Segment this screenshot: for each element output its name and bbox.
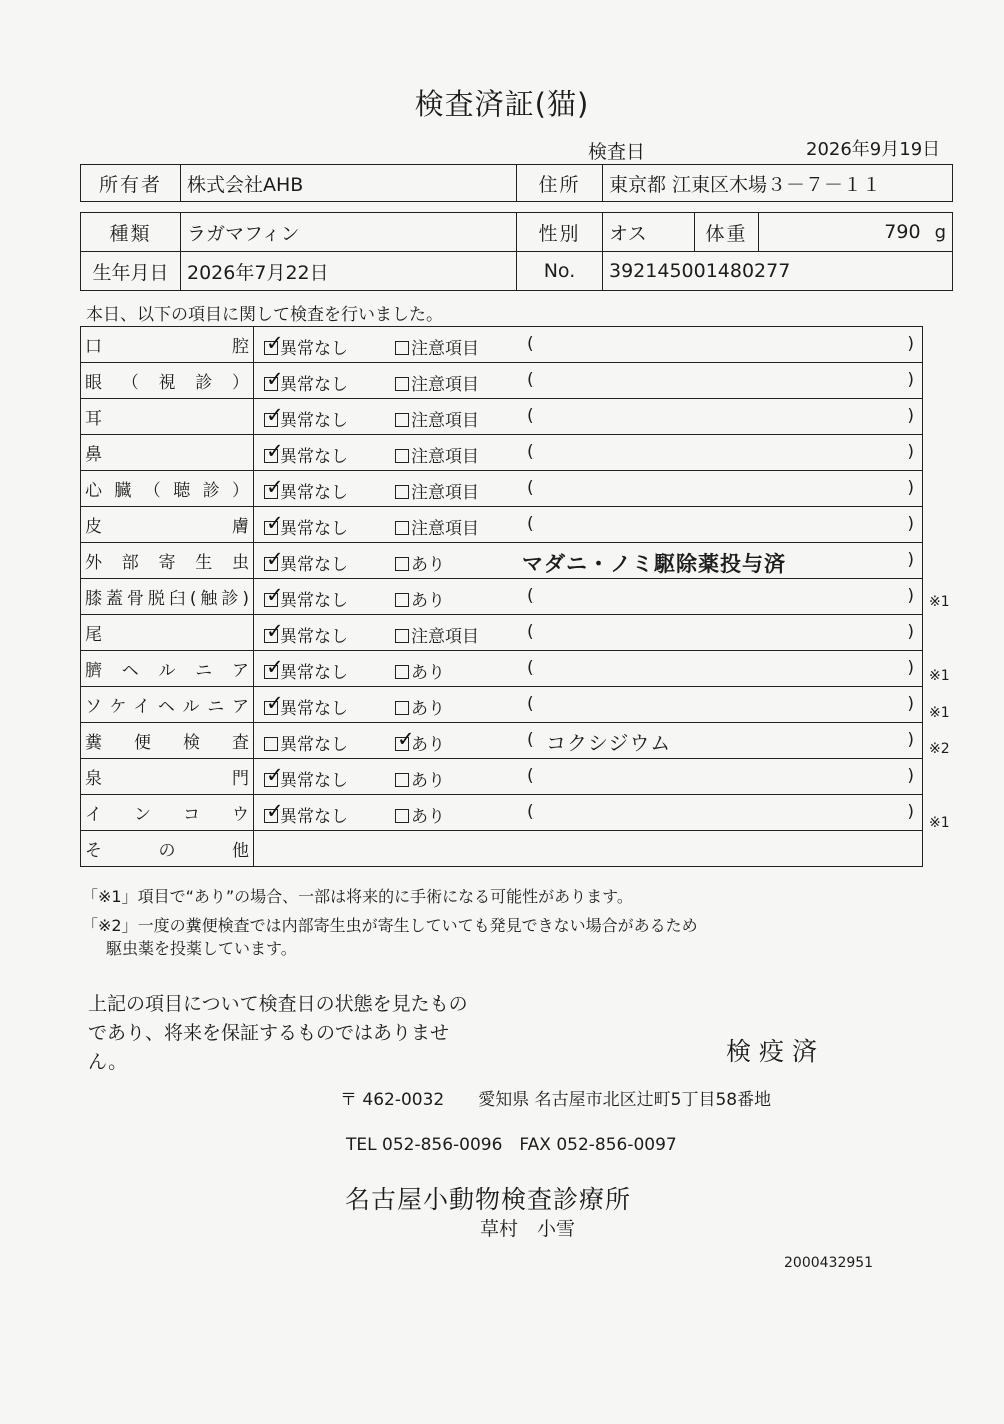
inspection-row xyxy=(81,615,923,651)
clinic-name: 名古屋小動物検査診療所 xyxy=(345,1185,632,1214)
weight-cell xyxy=(759,213,953,252)
option-label: 注意項目 xyxy=(411,627,479,647)
no-label: No. xyxy=(517,252,603,291)
option-label: 異常なし xyxy=(280,663,348,683)
option-label: 異常なし xyxy=(280,807,348,827)
checkbox[interactable] xyxy=(395,557,409,571)
check-mark-icon: ✓ xyxy=(266,475,284,499)
pet-table xyxy=(80,212,953,291)
paren-open: ( xyxy=(527,406,534,426)
inspection-result-cell xyxy=(254,543,923,579)
paren-close: ) xyxy=(907,406,914,426)
inspection-date-label: 検査日 xyxy=(588,141,646,163)
inspection-result-cell xyxy=(254,651,923,687)
breed-label: 種類 xyxy=(81,213,181,252)
checkbox[interactable] xyxy=(264,547,284,571)
paren-open: ( xyxy=(527,730,534,750)
option-label: 異常なし xyxy=(280,627,348,647)
option-normal xyxy=(264,763,348,791)
footnote-2-line-1: 「※2」一度の糞便検査では内部寄生虫が寄生していても発見できない場合があるため xyxy=(82,916,698,935)
checkbox[interactable] xyxy=(395,521,409,535)
inspection-item-label: 泉門 xyxy=(81,759,254,795)
paren-open: ( xyxy=(527,658,534,678)
sex-value: オス xyxy=(603,213,695,252)
paren-open: ( xyxy=(527,694,534,714)
checkbox[interactable] xyxy=(264,737,278,751)
inspection-item-label: 膝蓋骨脱臼(触診) xyxy=(81,579,254,615)
handwritten-note: コクシジウム xyxy=(546,731,672,755)
inspection-row xyxy=(81,543,923,579)
paren-open: ( xyxy=(527,442,534,462)
paren-close: ) xyxy=(907,550,914,570)
inspection-table xyxy=(80,326,923,867)
check-mark-icon: ✓ xyxy=(266,619,284,643)
quarantine-stamp: 検疫済 xyxy=(726,1037,826,1066)
paren-close: ) xyxy=(907,622,914,642)
option-label: 異常なし xyxy=(280,411,348,431)
breed-value: ラガマフィン xyxy=(181,213,517,252)
option-normal xyxy=(264,799,348,827)
option-label: 異常なし xyxy=(280,591,348,611)
option-normal xyxy=(264,583,348,611)
printed-note: マダニ・ノミ駆除薬投与済 xyxy=(522,552,786,576)
footnote-mark: ※1 xyxy=(929,815,950,832)
paren-close: ) xyxy=(907,370,914,390)
option-label: 異常なし xyxy=(280,555,348,575)
paren-open: ( xyxy=(527,766,534,786)
inspection-item-label: 臍ヘルニア xyxy=(81,651,254,687)
no-value: 392145001480277 xyxy=(603,252,953,291)
check-mark-icon: ✓ xyxy=(266,439,284,463)
footnote-mark: ※1 xyxy=(929,593,950,610)
checkbox[interactable] xyxy=(264,331,284,355)
inspection-item-label: 口腔 xyxy=(81,327,254,363)
check-mark-icon: ✓ xyxy=(266,511,284,535)
option-normal xyxy=(264,619,348,647)
intro-text: 本日、以下の項目に関して検査を行いました。 xyxy=(86,305,443,325)
weight-value: 790 xyxy=(884,221,921,243)
inspection-row xyxy=(81,759,923,795)
paren-close: ) xyxy=(907,802,914,822)
veterinarian-name: 草村 小雪 xyxy=(480,1218,576,1240)
option-abnormal xyxy=(395,478,479,503)
inspection-item-label: 皮膚 xyxy=(81,507,254,543)
inspection-result-cell xyxy=(254,831,923,867)
check-mark-icon: ✓ xyxy=(266,799,284,823)
paren-close: ) xyxy=(907,730,914,750)
footnote-2-line-2: 駆虫薬を投薬しています。 xyxy=(106,939,297,958)
inspection-row xyxy=(81,579,923,615)
checkbox[interactable] xyxy=(395,593,409,607)
paren-close: ) xyxy=(907,658,914,678)
inspection-row xyxy=(81,327,923,363)
footnote-mark: ※1 xyxy=(929,704,950,721)
option-label: 異常なし xyxy=(280,735,348,755)
check-mark-icon: ✓ xyxy=(266,547,284,571)
inspection-result-cell xyxy=(254,759,923,795)
inspection-row xyxy=(81,651,923,687)
footnote-mark: ※1 xyxy=(929,667,950,684)
option-label: あり xyxy=(411,555,445,575)
option-label: 注意項目 xyxy=(411,447,479,467)
option-normal xyxy=(264,439,348,467)
clinic-address xyxy=(340,1085,771,1110)
check-mark-icon: ✓ xyxy=(266,583,284,607)
option-label: 異常なし xyxy=(280,519,348,539)
option-abnormal xyxy=(395,586,445,611)
checkbox[interactable] xyxy=(395,809,409,823)
inspection-result-cell xyxy=(254,507,923,543)
option-normal xyxy=(264,331,348,359)
weight-label: 体重 xyxy=(695,213,759,252)
inspection-result-cell xyxy=(254,723,923,759)
inspection-item-label: 心臓（聴診） xyxy=(81,471,254,507)
option-abnormal xyxy=(395,442,479,467)
birth-value: 2026年7月22日 xyxy=(181,252,517,291)
inspection-row xyxy=(81,723,923,759)
footnote-1: 「※1」項目で“あり”の場合、一部は将来的に手術になる可能性があります。 xyxy=(82,887,633,906)
checkbox[interactable] xyxy=(264,619,284,643)
paren-close: ) xyxy=(907,478,914,498)
option-normal xyxy=(264,475,348,503)
checkbox[interactable] xyxy=(264,511,284,535)
postal-code: 〒 462-0032 xyxy=(340,1090,445,1110)
paren-close: ) xyxy=(907,694,914,714)
inspection-result-cell xyxy=(254,435,923,471)
checkbox[interactable] xyxy=(264,655,284,679)
paren-open: ( xyxy=(527,478,534,498)
option-label: あり xyxy=(411,591,445,611)
inspection-row xyxy=(81,795,923,831)
option-abnormal xyxy=(395,802,445,827)
option-label: 異常なし xyxy=(280,483,348,503)
birth-label: 生年月日 xyxy=(81,252,181,291)
checkbox[interactable] xyxy=(264,439,284,463)
check-mark-icon: ✓ xyxy=(397,727,415,751)
check-mark-icon: ✓ xyxy=(266,763,284,787)
document-title: 検査済証(猫) xyxy=(414,87,590,121)
inspection-result-cell xyxy=(254,471,923,507)
checkbox[interactable] xyxy=(395,377,409,391)
disclaimer: 上記の項目について検査日の状態を見たものであり、将来を保証するものではありません。 xyxy=(88,993,468,1073)
inspection-row xyxy=(81,435,923,471)
owner-label: 所有者 xyxy=(81,165,181,202)
owner-address: 東京都 江東区木場３－７－１１ xyxy=(603,165,953,202)
option-label: 注意項目 xyxy=(411,483,479,503)
option-label: 異常なし xyxy=(280,339,348,359)
option-abnormal xyxy=(395,334,479,359)
checkbox[interactable] xyxy=(395,413,409,427)
clinic-phone: TEL 052-856-0096 FAX 052-856-0097 xyxy=(346,1135,677,1155)
inspection-row xyxy=(81,831,923,867)
option-abnormal xyxy=(395,658,445,683)
serial-number: 2000432951 xyxy=(784,1255,874,1271)
checkbox[interactable] xyxy=(264,583,284,607)
inspection-row xyxy=(81,471,923,507)
paren-close: ) xyxy=(907,334,914,354)
option-normal xyxy=(264,403,348,431)
option-normal xyxy=(264,730,348,755)
check-mark-icon: ✓ xyxy=(266,331,284,355)
check-mark-icon: ✓ xyxy=(266,403,284,427)
checkbox[interactable] xyxy=(395,629,409,643)
paren-close: ) xyxy=(907,514,914,534)
option-label: 異常なし xyxy=(280,375,348,395)
inspection-item-label: 尾 xyxy=(81,615,254,651)
inspection-row xyxy=(81,399,923,435)
option-label: 注意項目 xyxy=(411,519,479,539)
checkbox[interactable] xyxy=(264,403,284,427)
checkbox[interactable] xyxy=(395,701,409,715)
option-abnormal xyxy=(395,514,479,539)
check-mark-icon: ✓ xyxy=(266,655,284,679)
option-abnormal xyxy=(395,622,479,647)
owner-table xyxy=(80,164,953,202)
inspection-result-cell xyxy=(254,327,923,363)
address-text: 愛知県 名古屋市北区辻町5丁目58番地 xyxy=(478,1090,772,1110)
sex-label: 性別 xyxy=(517,213,603,252)
option-label: あり xyxy=(411,771,445,791)
inspection-result-cell xyxy=(254,363,923,399)
inspection-row xyxy=(81,687,923,723)
paren-open: ( xyxy=(527,802,534,822)
weight-unit: g xyxy=(934,222,946,243)
option-label: あり xyxy=(411,807,445,827)
option-normal xyxy=(264,547,348,575)
checkbox[interactable] xyxy=(395,449,409,463)
option-abnormal xyxy=(395,694,445,719)
option-label: 異常なし xyxy=(280,771,348,791)
inspection-result-cell xyxy=(254,399,923,435)
inspection-item-label: 外部寄生虫 xyxy=(81,543,254,579)
inspection-item-label: インコウ xyxy=(81,795,254,831)
option-normal xyxy=(264,367,348,395)
inspection-item-label: ソケイヘルニア xyxy=(81,687,254,723)
option-label: 注意項目 xyxy=(411,411,479,431)
checkbox[interactable] xyxy=(395,727,415,751)
inspection-item-label: 眼（視診） xyxy=(81,363,254,399)
inspection-result-cell xyxy=(254,795,923,831)
owner-value: 株式会社AHB xyxy=(181,165,517,202)
checkbox[interactable] xyxy=(395,773,409,787)
paren-close: ) xyxy=(907,766,914,786)
paren-open: ( xyxy=(527,334,534,354)
inspection-row xyxy=(81,507,923,543)
option-abnormal xyxy=(395,550,445,575)
inspection-item-label: 糞便検査 xyxy=(81,723,254,759)
checkbox[interactable] xyxy=(264,367,284,391)
option-label: 異常なし xyxy=(280,447,348,467)
inspection-result-cell xyxy=(254,687,923,723)
paren-open: ( xyxy=(527,586,534,606)
checkbox[interactable] xyxy=(395,341,409,355)
checkbox[interactable] xyxy=(264,763,284,787)
option-normal xyxy=(264,655,348,683)
option-abnormal xyxy=(395,406,479,431)
footnote-mark: ※2 xyxy=(929,741,950,758)
paren-close: ) xyxy=(907,586,914,606)
checkbox[interactable] xyxy=(264,799,284,823)
inspection-result-cell xyxy=(254,615,923,651)
option-label: 注意項目 xyxy=(411,339,479,359)
option-normal xyxy=(264,691,348,719)
inspection-item-label: 耳 xyxy=(81,399,254,435)
address-label: 住所 xyxy=(517,165,603,202)
option-normal xyxy=(264,511,348,539)
checkbox[interactable] xyxy=(264,691,284,715)
option-abnormal xyxy=(395,766,445,791)
checkbox[interactable] xyxy=(395,485,409,499)
inspection-result-cell xyxy=(254,579,923,615)
option-label: あり xyxy=(411,663,445,683)
checkbox[interactable] xyxy=(264,475,284,499)
option-label: 異常なし xyxy=(280,699,348,719)
inspection-date: 2026年9月19日 xyxy=(806,139,941,160)
paren-open: ( xyxy=(527,514,534,534)
paren-open: ( xyxy=(527,622,534,642)
option-label: あり xyxy=(411,735,445,755)
option-abnormal xyxy=(395,727,445,755)
paren-open: ( xyxy=(527,370,534,390)
paren-close: ) xyxy=(907,442,914,462)
option-label: あり xyxy=(411,699,445,719)
inspection-item-label: 鼻 xyxy=(81,435,254,471)
checkbox[interactable] xyxy=(395,665,409,679)
check-mark-icon: ✓ xyxy=(266,691,284,715)
inspection-row xyxy=(81,363,923,399)
option-label: 注意項目 xyxy=(411,375,479,395)
option-abnormal xyxy=(395,370,479,395)
check-mark-icon: ✓ xyxy=(266,367,284,391)
inspection-item-label: その他 xyxy=(81,831,254,867)
